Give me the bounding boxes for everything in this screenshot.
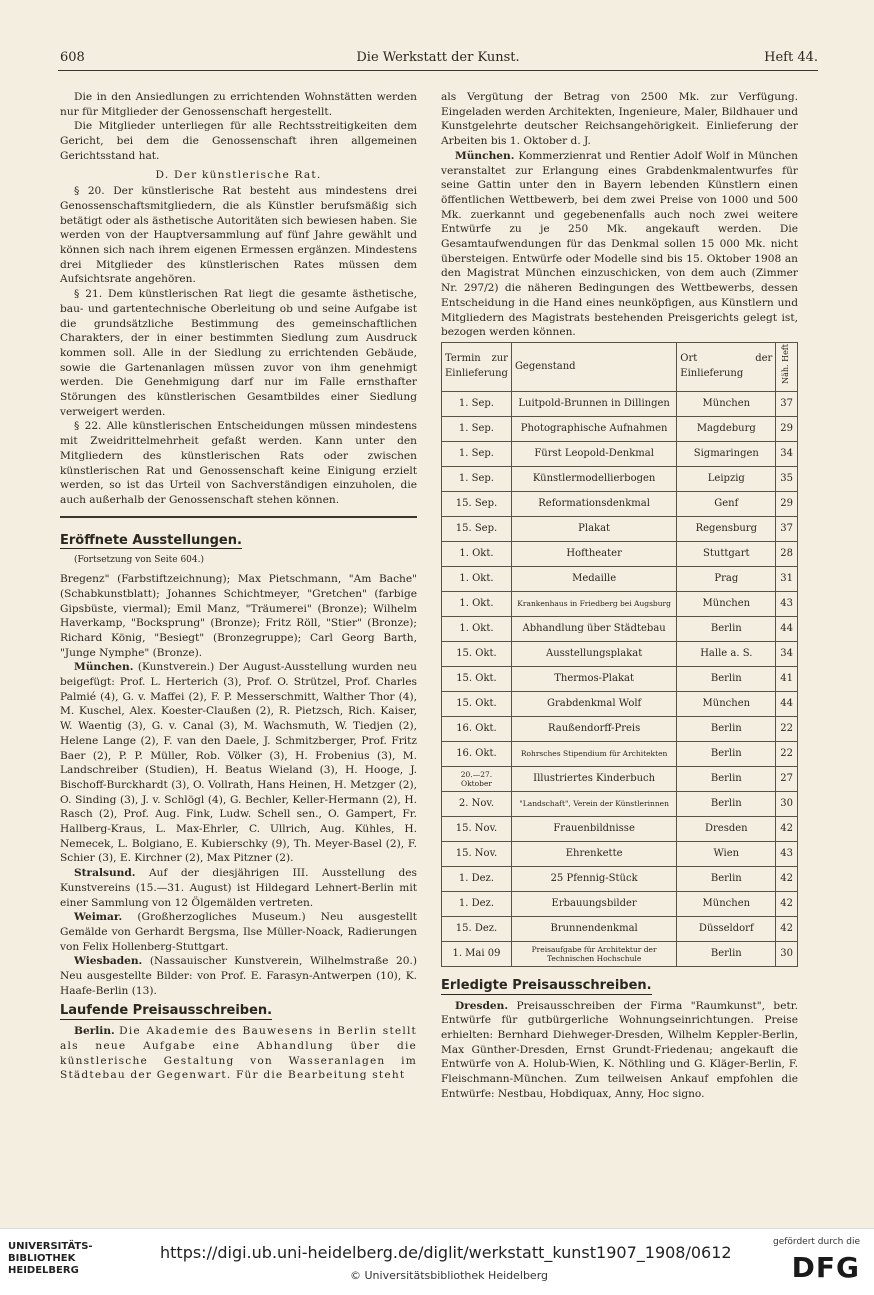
section-heading: Erledigte Preisausschreiben. <box>441 977 652 993</box>
city-label: München. <box>74 661 134 674</box>
header-issue <box>776 342 798 391</box>
paragraph-text: Kommerzienrat und Rentier Adolf Wolf in München veranstaltet zur Erlangung eines Grabdenkmalentwurfes für seine Gattin unter den in Bayern lebenden Künstlern einen öffentlichen Wettbewerb, bei dem zwei Preise von 1000 und 500 Mk. zuerkannt und gegebenenfalls auch noch zwei weitere Entwürfe zu je 250 Mk. angekauft werden. Die Gesamtaufwendungen für das Denkmal sollen 15 000 Mk. nicht übersteigen. Entwürfe oder Modelle sind bis 15. Oktober 1908 an den Magistrat München einzuschicken, von dem auch (Zimmer Nr. 297/2) die näheren Bedingungen des Wettbewerbs, dessen Entscheidung in die Hand eines neunköpfigen, aus Künstlern und Mitgliedern des Magistrats bestehenden Preisgerichts gelegt ist, bezogen werden können. <box>441 149 798 339</box>
row-date: 1. Dez. <box>442 891 512 916</box>
row-date: 15. Okt. <box>442 666 512 691</box>
row-place: München <box>677 591 776 616</box>
row-subject: Preisaufgabe für Architektur der Technischen Hochschule <box>511 941 676 966</box>
row-issue: 37 <box>776 516 798 541</box>
table-row <box>442 391 798 416</box>
table-row <box>442 841 798 866</box>
running-title: Die Werkstatt der Kunst. <box>356 50 520 65</box>
row-place: Berlin <box>677 616 776 641</box>
right-column <box>441 90 798 1102</box>
row-subject: "Landschaft", Verein der Künstlerinnen <box>511 791 676 816</box>
row-date: 1. Okt. <box>442 616 512 641</box>
row-place: Prag <box>677 566 776 591</box>
row-date: 1. Sep. <box>442 416 512 441</box>
row-issue: 30 <box>776 941 798 966</box>
table-row <box>442 541 798 566</box>
row-subject: Illustriertes Kinderbuch <box>511 766 676 791</box>
table-row <box>442 791 798 816</box>
row-date: 15. Nov. <box>442 841 512 866</box>
header-date: Termin zur Einlieferung <box>442 342 512 391</box>
row-subject: Brunnendenkmal <box>511 916 676 941</box>
row-subject: Krankenhaus in Friedberg bei Augsburg <box>511 591 676 616</box>
paragraph-text: Auf der diesjährigen III. Ausstellung des Kunstvereins (15.—31. August) ist Hildegard Lehnert-Berlin mit einer Sammlung von 12 Ölgemälden vertreten. <box>60 867 417 909</box>
page-number: 608 <box>60 50 85 65</box>
table-row <box>442 616 798 641</box>
row-date: 16. Okt. <box>442 741 512 766</box>
row-place: Berlin <box>677 791 776 816</box>
competition-table <box>441 342 798 967</box>
row-date: 1. Sep. <box>442 466 512 491</box>
header-subject: Gegenstand <box>511 342 676 391</box>
city-label: München. <box>455 149 515 162</box>
row-date: 1. Mai 09 <box>442 941 512 966</box>
table-row <box>442 466 798 491</box>
row-place: Berlin <box>677 716 776 741</box>
table-row <box>442 916 798 941</box>
section-heading: Laufende Preisausschreiben. <box>60 1003 273 1019</box>
paragraph-text: Preisausschreiben der Firma "Raumkunst", betr. Entwürfe für gutbürgerliche Wohnungseinrichtungen. Preise erhielten: Bernhard Diehweger-Dresden, Wilhelm Keppler-Berlin, Max Günther-Dresden, Ernst Grundt-Friedenau; angekauft die Entwürfe von A. Holub-Wien, K. Nöthling und G. Kläger-Berlin, F. Fleischmann-München. Zum teilweisen Ankauf empfohlen die Entwürfe: Nestbau, Hobdiquax, Anny, Hoc signo. <box>441 999 799 1100</box>
row-place: München <box>677 691 776 716</box>
row-subject: Rohrsches Stipendium für Architekten <box>511 741 676 766</box>
row-subject: 25 Pfennig-Stück <box>511 866 676 891</box>
row-place: Leipzig <box>677 466 776 491</box>
table-row <box>442 766 798 791</box>
row-place: Magdeburg <box>677 416 776 441</box>
row-subject: Hoftheater <box>511 541 676 566</box>
row-subject: Ausstellungsplakat <box>511 641 676 666</box>
row-issue: 43 <box>776 591 798 616</box>
row-issue: 42 <box>776 916 798 941</box>
row-subject: Reformationsdenkmal <box>511 491 676 516</box>
paragraph: § 20. Der künstlerische Rat besteht aus mindestens drei Genossenschaftsmitgliedern, die als Künstler berufsmäßig sich betätigt oder als ästhetische Autoritäten sich bewiesen haben. Sie werden von der Hauptversammlung auf fünf Jahre gewählt und können sich nach ihrem eigenen Ermessen ergänzen. Mindestens drei Mitglieder des künstlerischen Rates müssen dem Aufsichtsrate angehören. <box>60 185 417 286</box>
row-date: 16. Okt. <box>442 716 512 741</box>
table-row <box>442 566 798 591</box>
paragraph-text: (Kunstverein.) Der August-Ausstellung wurden neu beigefügt: Prof. L. Herterich (3), Prof. O. Strützel, Prof. Charles Palmié (4), G. v. Maffei (2), F. P. Messerschmitt, Walther Thor (4), M. Kuschel, Alex. Koester-Claußen (2), R. Pietzsch, Rich. Kaiser, W. Waentig (3), G. v. Canal (3), M. Wachsmuth, W. Tiedjen (2), Helene Lange (2), F. van den Daele, J. Schmitzberger, Prof. Fritz Baer (2), P. P. Müller, Rob. Völker (3), H. Frobenius (3), M. Landschreiber (Studien), H. Beatus Wieland (3), H. Hooge, J. Bischoff-Burckhardt (3), O. Vollrath, Hans Heinen, H. Metzger (2), O. Sinding (3), J. v. Schlögl (4), G. Bechler, Keller-Hermann (2), H. Rasch (2), Prof. Aug. Fink, Ludw. Schell sen., O. Gampert, Fr. Hallberg-Kraus, L. Max-Ehrler, C. Ullrich, Aug. Kühles, H. Nemecek, L. Bolgiano, E. Kubierschky (9), Th. Meyer-Basel (2), F. Schier (3), E. Kirchner (2), Max Pitzner (2). <box>60 661 418 865</box>
table-row <box>442 691 798 716</box>
paragraph: als Vergütung der Betrag von 2500 Mk. zur Verfügung. Eingeladen werden Architekten, Ingenieure, Maler, Bildhauer und Kunstgelehrte deutscher Reichsangehörigkeit. Einlieferung der Arbeiten bis 1. Oktober d. J. <box>441 91 798 148</box>
continuation-note: (Fortsetzung von Seite 604.) <box>74 555 205 566</box>
row-issue: 35 <box>776 466 798 491</box>
paragraph <box>60 1024 417 1083</box>
library-name-line: HEIDELBERG <box>8 1265 79 1276</box>
paragraph: Bregenz" (Farbstiftzeichnung); Max Pietschmann, "Am Bache" (Schabkunstblatt); Johannes Schichtmeyer, "Gretchen" (farbige Gipsbüste, viermal); Emil Manz, "Träumerei" (Bronze); Wilhelm Haverkamp, "Bocksprung" (Bronze); Fritz Röll, "Stier" (Bronze); Richard König, "Besiegt" (Bronzegruppe); Carl Georg Barth, "Junge Nymphe" (Bronze). <box>60 573 417 659</box>
row-issue: 27 <box>776 766 798 791</box>
paragraph <box>441 149 798 340</box>
row-place: Berlin <box>677 766 776 791</box>
row-issue: 34 <box>776 441 798 466</box>
table-row <box>442 416 798 441</box>
library-name-line: UNIVERSITÄTS- <box>8 1241 93 1252</box>
table-row <box>442 866 798 891</box>
city-label: Stralsund. <box>74 867 136 880</box>
table-row <box>442 591 798 616</box>
funded-by-text: gefördert durch die <box>773 1237 860 1247</box>
row-subject: Medaille <box>511 566 676 591</box>
row-subject: Raußendorff-Preis <box>511 716 676 741</box>
row-date: 2. Nov. <box>442 791 512 816</box>
table-row <box>442 716 798 741</box>
paragraph <box>60 954 417 998</box>
paragraph-text: (Großherzogliches Museum.) Neu ausgestellt Gemälde von Gerhardt Bergsma, Ilse Müller-Noack, Radierungen von Felix Hollenberg-Stuttgart. <box>60 911 417 953</box>
header-issue-label: Näh. Heft <box>781 344 791 385</box>
table-row <box>442 441 798 466</box>
city-label: Dresden. <box>455 999 509 1012</box>
row-place: Berlin <box>677 866 776 891</box>
row-issue: 30 <box>776 791 798 816</box>
row-subject: Fürst Leopold-Denkmal <box>511 441 676 466</box>
table-row <box>442 941 798 966</box>
issue-number: Heft 44. <box>764 50 818 65</box>
row-date: 1. Sep. <box>442 391 512 416</box>
row-place: Wien <box>677 841 776 866</box>
city-label: Berlin. <box>74 1025 115 1038</box>
row-date: 1. Sep. <box>442 441 512 466</box>
subheading: D. Der künstlerische Rat. <box>155 168 322 181</box>
dfg-logo[interactable]: DFG <box>791 1251 860 1284</box>
copyright-text: © Universitätsbibliothek Heidelberg <box>350 1269 549 1282</box>
row-place: Genf <box>677 491 776 516</box>
library-logo[interactable] <box>8 1241 93 1277</box>
left-column <box>60 90 417 1083</box>
paragraph-text: (Nassauischer Kunstverein, Wilhelmstraße 20.) Neu ausgestellte Bilder: von Prof. E. Farasyn-Antwerpen (10), K. Haafe-Berlin (13). <box>60 955 418 997</box>
row-place: Berlin <box>677 741 776 766</box>
row-date: 1. Okt. <box>442 541 512 566</box>
header-place: Ort der Einlieferung <box>677 342 776 391</box>
row-issue: 42 <box>776 866 798 891</box>
table-row <box>442 491 798 516</box>
row-date: 1. Okt. <box>442 591 512 616</box>
row-subject: Frauenbildnisse <box>511 816 676 841</box>
row-issue: 29 <box>776 491 798 516</box>
section-heading: Eröffnete Ausstellungen. <box>60 532 242 548</box>
paragraph: § 21. Dem künstlerischen Rat liegt die gesamte ästhetische, bau- und gartentechnische Oberleitung ob und seine Aufgabe ist die grundsätzliche Bestimmung des gemeinschaftlichen Charakters, der in einer bestimmten Siedlung zum Ausdruck kommen soll. Alle in der Siedlung zu errichtenden Gebäude, sowie die Gartenanlagen müssen zuvor von ihm genehmigt werden. Die Genehmigung darf nur im Falle ernsthafter Störungen des künstlerischen Gesamtbildes einer Siedlung verweigert werden. <box>60 288 417 418</box>
row-date: 15. Sep. <box>442 516 512 541</box>
row-issue: 42 <box>776 891 798 916</box>
row-issue: 44 <box>776 691 798 716</box>
row-place: Berlin <box>677 941 776 966</box>
row-place: Halle a. S. <box>677 641 776 666</box>
table-row <box>442 741 798 766</box>
library-name-line: BIBLIOTHEK <box>8 1253 76 1264</box>
table-header-row <box>442 342 798 391</box>
permalink-url[interactable]: https://digi.ub.uni-heidelberg.de/diglit/werkstatt_kunst1907_1908/0612 <box>160 1243 732 1262</box>
row-date: 1. Dez. <box>442 866 512 891</box>
page-header <box>58 48 818 71</box>
row-subject: Grabdenkmal Wolf <box>511 691 676 716</box>
paragraph-text: Die Akademie des Bauwesens in Berlin stellt als neue Aufgabe eine Abhandlung über die künstlerische Gestaltung von Wasseranlagen im Städtebau der Gegenwart. Für die Bearbeitung steht <box>60 1025 418 1082</box>
row-date: 20.—27. Oktober <box>442 766 512 791</box>
row-issue: 28 <box>776 541 798 566</box>
row-date: 15. Nov. <box>442 816 512 841</box>
row-place: Düsseldorf <box>677 916 776 941</box>
table-row <box>442 641 798 666</box>
row-place: München <box>677 891 776 916</box>
paragraph: Die in den Ansiedlungen zu errichtenden Wohnstätten werden nur für Mitglieder der Genossenschaft hergestellt. <box>60 91 417 118</box>
row-subject: Photographische Aufnahmen <box>511 416 676 441</box>
row-issue: 29 <box>776 416 798 441</box>
row-subject: Luitpold-Brunnen in Dillingen <box>511 391 676 416</box>
table-row <box>442 816 798 841</box>
divider <box>60 516 417 518</box>
row-place: Sigmaringen <box>677 441 776 466</box>
row-issue: 22 <box>776 716 798 741</box>
row-date: 15. Okt. <box>442 691 512 716</box>
row-issue: 43 <box>776 841 798 866</box>
city-label: Weimar. <box>74 911 123 924</box>
row-subject: Plakat <box>511 516 676 541</box>
row-subject: Thermos-Plakat <box>511 666 676 691</box>
row-place: Regensburg <box>677 516 776 541</box>
table-row <box>442 516 798 541</box>
row-date: 1. Okt. <box>442 566 512 591</box>
row-subject: Abhandlung über Städtebau <box>511 616 676 641</box>
row-issue: 34 <box>776 641 798 666</box>
row-place: München <box>677 391 776 416</box>
row-issue: 44 <box>776 616 798 641</box>
city-label: Wiesbaden. <box>74 955 143 968</box>
row-subject: Ehrenkette <box>511 841 676 866</box>
paragraph <box>60 910 417 954</box>
paragraph <box>441 999 798 1102</box>
row-issue: 31 <box>776 566 798 591</box>
row-issue: 37 <box>776 391 798 416</box>
row-date: 15. Dez. <box>442 916 512 941</box>
row-date: 15. Okt. <box>442 641 512 666</box>
paragraph <box>60 866 417 910</box>
table-row <box>442 891 798 916</box>
table-body <box>442 391 798 966</box>
table-row <box>442 666 798 691</box>
row-issue: 41 <box>776 666 798 691</box>
viewer-footer <box>0 1228 874 1295</box>
row-issue: 42 <box>776 816 798 841</box>
row-subject: Künstlermodellierbogen <box>511 466 676 491</box>
row-place: Stuttgart <box>677 541 776 566</box>
paragraph: § 22. Alle künstlerischen Entscheidungen müssen mindestens mit Zweidrittelmehrheit gefaßt werden. Kann unter den Mitgliedern des künstlerischen Rats oder zwischen künstlerischen Rat und Genossenschaft keine Einigung erzielt werden, so ist das Urteil von Sachverständigen einzuholen, die auch außerhalb der Genossenschaft stehen können. <box>60 420 417 506</box>
row-place: Berlin <box>677 666 776 691</box>
row-subject: Erbauungsbilder <box>511 891 676 916</box>
row-issue: 22 <box>776 741 798 766</box>
row-place: Dresden <box>677 816 776 841</box>
paragraph <box>60 660 417 866</box>
row-date: 15. Sep. <box>442 491 512 516</box>
paragraph: Die Mitglieder unterliegen für alle Rechtsstreitigkeiten dem Gericht, bei dem die Genossenschaft ihren allgemeinen Gerichtsstand hat. <box>60 120 417 162</box>
